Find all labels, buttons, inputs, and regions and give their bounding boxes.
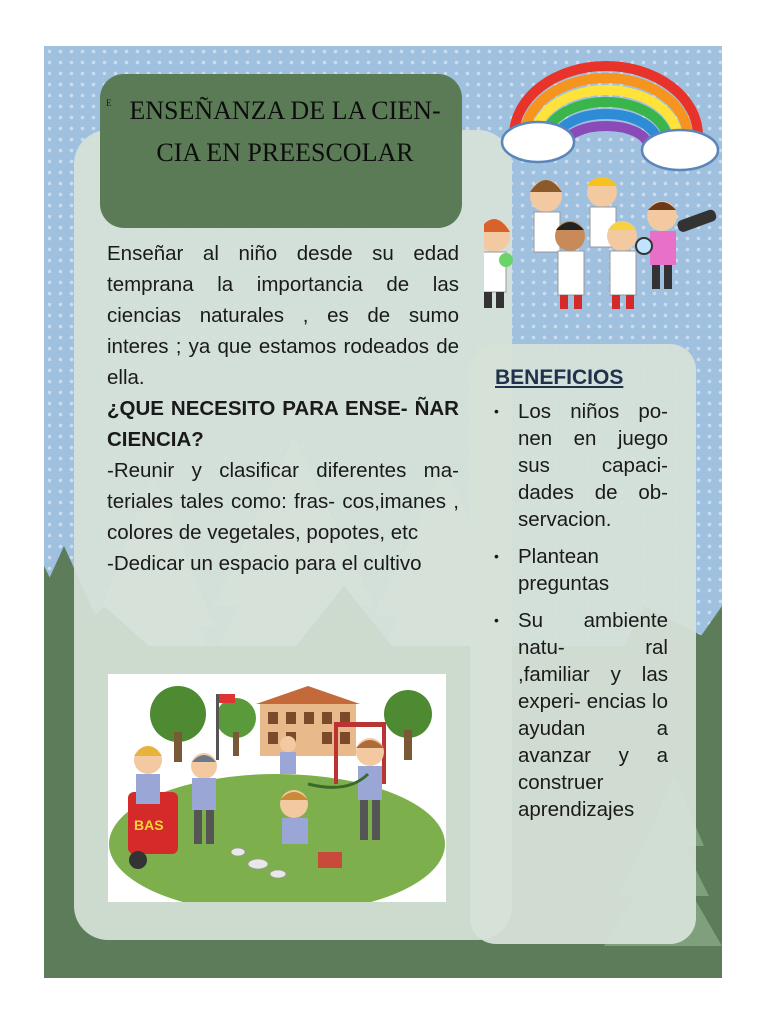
body-text: [107, 238, 459, 579]
children-cleaning-illustration: [108, 674, 446, 902]
question-heading: ¿QUE NECESITO PARA ENSE- ÑAR CIENCIA?: [107, 397, 459, 451]
step-paragraph: -Reunir y clasificar diferentes ma- teriales tales como: fras- cos,imanes , colores de vegetales, popotes, etc: [107, 459, 459, 544]
list-item: [490, 543, 668, 597]
rainbow-and-scientists-illustration: [484, 46, 722, 346]
bin-sign: BAS: [134, 817, 164, 833]
list-item: [490, 607, 668, 823]
title-mark: E: [106, 98, 112, 108]
title-line: ENSEÑANZA DE LA CIEN-: [129, 96, 441, 125]
poster: [44, 46, 722, 978]
benefits-list: [490, 398, 668, 833]
illustration-image: [108, 674, 446, 902]
page-title: [114, 90, 456, 174]
step-paragraph: -Dedicar un espacio para el cultivo: [107, 552, 422, 575]
list-item-text: • Plantean preguntas: [518, 545, 610, 595]
benefits-heading: BENEFICIOS: [495, 366, 624, 389]
title-line: CIA EN PREESCOLAR: [156, 138, 414, 167]
intro-paragraph: Enseñar al niño desde su edad temprana la importancia de las ciencias naturales , es de sumo interes ; ya que estamos rodeados de ella.: [107, 242, 459, 389]
list-item-text: • Los niños po- nen en juego sus capaci- dades de ob- servacion.: [518, 400, 668, 531]
list-item: [490, 398, 668, 533]
list-item-text: • Su ambiente natu- ral ,familiar y las experi- encias lo ayudan a avanzar y a construer aprendizajes: [518, 609, 668, 821]
